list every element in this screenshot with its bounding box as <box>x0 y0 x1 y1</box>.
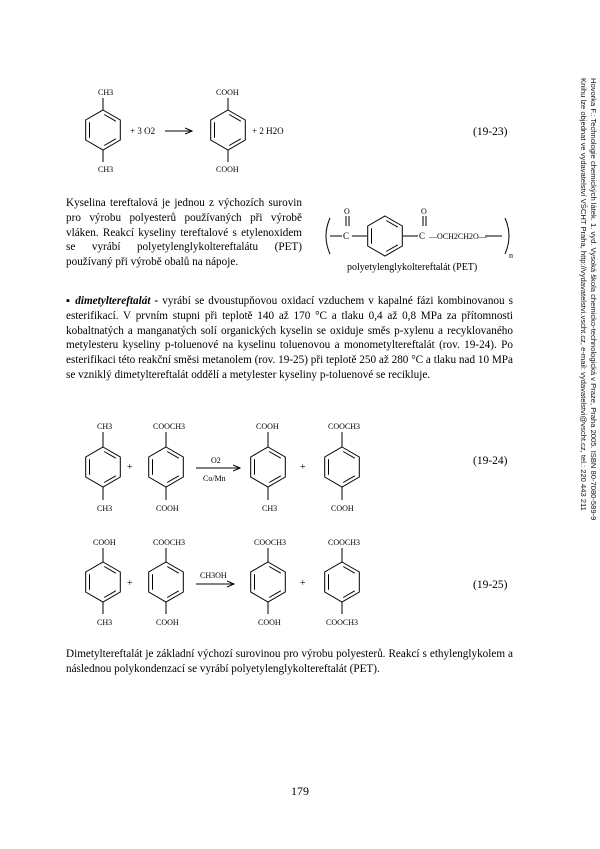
eq-number-19-25: (19-25) <box>473 579 508 591</box>
eq1-plus1: + 3 O2 <box>130 126 156 136</box>
eq3-m1-top: COOH <box>93 538 116 547</box>
eq1-r1-bottom: CH3 <box>98 165 114 174</box>
eq-number-19-23: (19-23) <box>473 126 508 138</box>
pet-n: n <box>509 251 513 260</box>
eq3-plus1: + <box>127 578 133 589</box>
eq2-m4-top: COOCH3 <box>328 422 361 431</box>
eq3-m4-top: COOCH3 <box>328 538 361 547</box>
term-dimetyltereftalat: dimetyltereftalát - <box>75 295 159 307</box>
side-note <box>578 78 598 520</box>
eq1-r1-top: CH3 <box>98 88 114 97</box>
eq3-ring1 <box>86 548 121 614</box>
eq1-plus2: + 2 H2O <box>252 126 284 136</box>
eq2-m3-bottom: CH3 <box>262 504 278 513</box>
side-note-line1: Hovorka F.: Technologie chemických látek. 1. vyd. Vysoká škola chemicko-technologická v Praze, Praha 2005. ISBN 80-7080-589-9 <box>589 78 598 521</box>
paragraph-dimethyl-terephthalate <box>66 294 513 383</box>
eq-number-19-24: (19-24) <box>473 455 508 467</box>
eq1-p1-top: COOH <box>216 88 239 97</box>
eq2-m3-top: COOH <box>256 422 279 431</box>
eq2-ring2 <box>149 432 184 500</box>
eq3-ring4 <box>325 548 360 614</box>
eq2-m2-top: COOCH3 <box>153 422 186 431</box>
pet-structure <box>326 216 509 256</box>
eq2-arrow-bottom: Co/Mn <box>203 474 226 483</box>
eq3-m3-top: COOCH3 <box>254 538 287 547</box>
pet-c-left: C <box>343 231 350 241</box>
eq3-m2-bottom: COOH <box>156 618 179 627</box>
pet-caption: polyetylenglykoltereftalát (PET) <box>347 262 478 273</box>
eq2-arrow-top: O2 <box>211 456 221 465</box>
eq2-m2-bottom: COOH <box>156 504 179 513</box>
eq2-ring3 <box>251 432 286 500</box>
eq3-arrow-top: CH3OH <box>200 571 227 580</box>
paragraph-terephthalic-acid: Kyselina tereftalová je jednou z výchozích surovin pro výrobu polyesterů používaných při výrobě vláken. Reakcí kyseliny tereftalové s etylenoxidem se vyrábí polyetylenglykoltereftalátu (PET) používaný při výrobě obalů na nápoje. <box>66 197 302 269</box>
eq3-m4-bottom: COOCH3 <box>326 618 359 627</box>
eq3-ring3 <box>251 548 286 614</box>
eq3-m1-bottom: CH3 <box>97 618 113 627</box>
paragraph-2-text: vyrábí se dvoustupňovou oxidací vzduchem v kapalné fázi kombinovanou s esterifikací. V prvním stupni při teplotě 140 až 170 °C a tlaku 0,4 až 0,8 MPa za přítomnosti kobaltnatých a manganatých solí organických kyselin se oxiduje směs p-xylenu a recyklovaného metylesteru kyseliny p-toluenové na kyselinu toluenovou a monometyltereftalát (rov. 19-24). Po esterifikaci této reakční směsi metanolem (rov. 19-25) při teplotě 250 až 280 °C a tlaku nad 10 MPa se vzniklý dimetyltereftalát oddělí a metylester kyseliny p-toluenové se recikluje. <box>66 295 514 381</box>
eq2-ring4 <box>325 432 360 500</box>
eq1-p1-bottom: COOH <box>216 165 239 174</box>
pet-c-right: C <box>419 231 426 241</box>
pet-o-left: O <box>344 207 350 216</box>
page-number: 179 <box>291 784 309 798</box>
eq1-product-ring <box>211 98 246 162</box>
eq3-m2-top: COOCH3 <box>153 538 186 547</box>
eq1-reactant-ring <box>86 98 121 162</box>
eq3-m3-bottom: COOH <box>258 618 281 627</box>
eq2-plus1: + <box>127 462 133 473</box>
eq2-plus2: + <box>300 462 306 473</box>
paragraph-dmt-usage: Dimetyltereftalát je základní výchozí surovinou pro výrobu polyesterů. Reakcí s ethylenglykolem a následnou polykondenzací se vyrábí polyetylenglykoltereftalát (PET). <box>66 648 513 675</box>
pet-o-right: O <box>421 207 427 216</box>
eq3-ring2 <box>149 548 184 614</box>
eq3-plus2: + <box>300 578 306 589</box>
side-note-line2: Knihu lze objednat ve vydavatelství VŠCHT Praha, http://vydavatelstvi.vscht.cz, e-mail: vydavatelstvi@vscht.cz, tel.: 220 443 211 <box>579 78 588 511</box>
eq2-ring1 <box>86 432 121 500</box>
bullet: ▪ <box>66 295 72 307</box>
eq2-m1-bottom: CH3 <box>97 504 113 513</box>
eq2-m1-top: CH3 <box>97 422 113 431</box>
eq2-m4-bottom: COOH <box>331 504 354 513</box>
pet-chain: —OCH2CH2O— <box>429 232 487 241</box>
